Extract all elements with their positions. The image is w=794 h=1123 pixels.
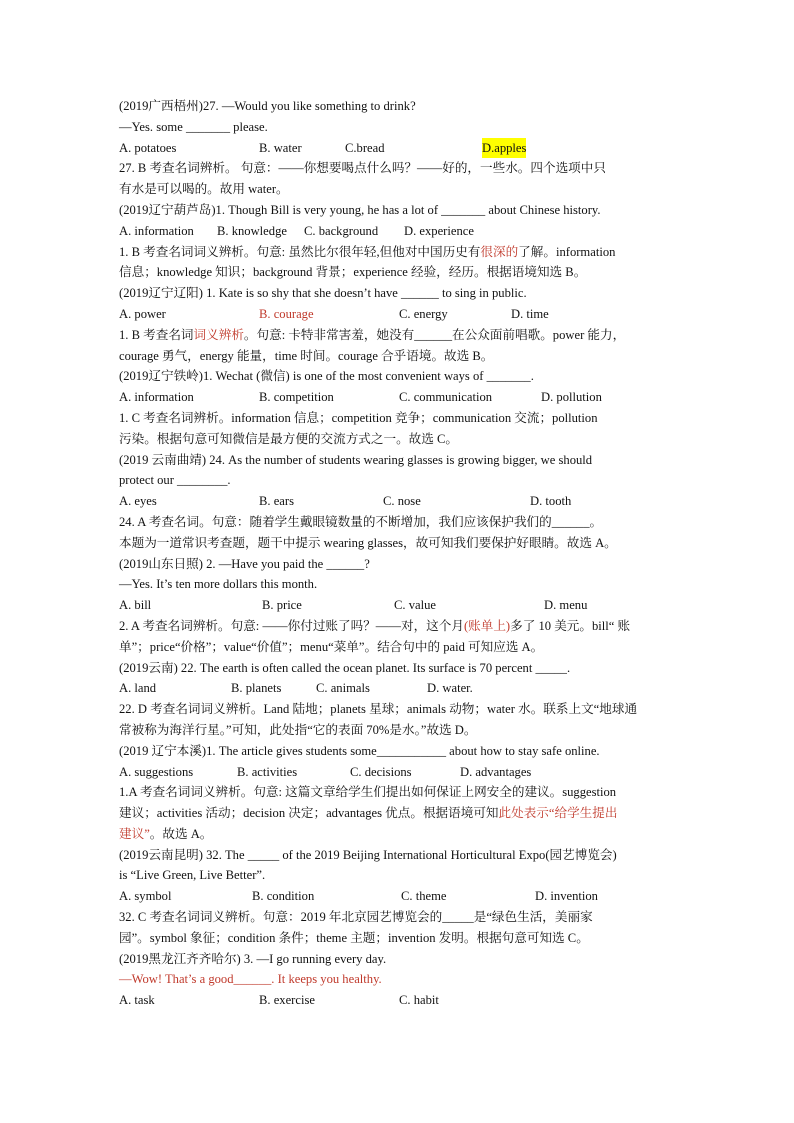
answer-explanation: 1.A 考查名词词义辨析。句意: 这篇文章给学生们提出如何保证上网安全的建议。suggestion [119,785,617,800]
option-b: B. competition [259,390,334,405]
option-a: A. information [119,223,194,238]
options-row [119,678,679,699]
option-c: C. decisions [350,764,412,779]
option-d: D. advantages [460,764,532,779]
answer-text: 。句意: 卡特非常害羞，她没有______在公众面前唱歌。power 能力， [243,327,626,342]
answer-explanation [119,803,679,824]
options-row [119,221,679,242]
answer-highlight: 词义辨析 [193,327,244,342]
option-d: D. menu [544,598,588,613]
option-c: C. background [304,223,379,238]
answer-text: 。故选 A。 [149,826,213,841]
question-stem: (2019辽宁铁岭)1. Wechat (微信) is one of the most convenient ways of _______. [119,369,534,384]
answer-explanation: courage 勇气，energy 能量，time 时间。courage 合乎语境。故选 B。 [119,348,494,363]
question-reply: —Wow! That’s a good______. It keeps you healthy. [119,972,382,987]
option-a: A. symbol [119,889,172,904]
option-b: B. exercise [259,993,315,1008]
question-stem: (2019云南) 22. The earth is often called the ocean planet. Its surface is 70 percent _____. [119,660,571,675]
answer-explanation: 24. A 考查名词。句意：随着学生戴眼镜数量的不断增加，我们应该保护我们的______。 [119,514,603,529]
option-b: B. ears [259,494,294,509]
option-d: D. time [511,306,549,321]
document-page [119,96,679,1011]
answer-highlight: (账单上) [463,618,511,633]
option-d: D. pollution [541,390,602,405]
option-b: B. activities [237,764,298,779]
option-b: B. courage [259,306,314,321]
answer-text: 2. A 考查名词辨析。句意: ——你付过账了吗？——对，这个月 [119,618,464,633]
question-stem: (2019辽宁葫芦岛)1. Though Bill is very young, he has a lot of _______ about Chinese history. [119,202,601,217]
option-a: A. information [119,390,194,405]
option-a: A. power [119,306,166,321]
option-c: C. habit [399,993,439,1008]
question-stem: (2019云南昆明) 32. The _____ of the 2019 Beijing International Horticultural Expo(园艺博览会) [119,847,617,862]
answer-explanation [119,325,679,346]
answer-explanation [119,824,679,845]
option-a: A. suggestions [119,764,194,779]
option-b: B. condition [252,889,315,904]
answer-text: 了解。information [518,244,616,259]
options-row [119,387,679,408]
answer-explanation: 园”。symbol 象征；condition 条件；theme 主题；invention 发明。根据句意可知选 C。 [119,930,589,945]
question-reply: —Yes. some _______ please. [119,119,268,134]
options-row [119,762,679,783]
answer-text: 建议；activities 活动；decision 决定；advantages 优点。根据语境可知 [119,806,499,821]
option-c: C. communication [399,390,493,405]
option-d: D. water. [427,681,473,696]
question-stem: (2019 云南曲靖) 24. As the number of students wearing glasses is growing bigger, we should [119,452,593,467]
answer-explanation: 信息；knowledge 知识；background 背景；experience 经验，经历。根据语境知选 B。 [119,265,587,280]
option-c: C. energy [399,306,448,321]
options-row [119,138,679,159]
question-stem-continued: is “Live Green, Live Better”. [119,868,266,883]
option-c: C. value [394,598,436,613]
option-b: B. price [262,598,302,613]
answer-highlight: 此处表示“给学生提出 [498,806,618,821]
question-stem-continued: protect our ________. [119,473,231,488]
options-row [119,304,679,325]
question-stem: (2019辽宁辽阳) 1. Kate is so shy that she doesn’t have ______ to sing in public. [119,286,527,301]
question-stem: (2019广西梧州)27. —Would you like something to drink? [119,99,416,113]
answer-explanation: 1. C 考查名词辨析。information 信息；competition 竞争；communication 交流；pollution [119,410,598,425]
option-c: C. nose [383,494,421,509]
answer-explanation: 27. B 考查名词辨析。 句意：——你想要喝点什么吗？——好的，一些水。四个选项中只 [119,161,606,176]
option-d-highlighted: D.apples [482,138,526,159]
option-a: A. bill [119,598,152,613]
option-c: C.bread [345,140,385,155]
answer-explanation: 22. D 考查名词词义辨析。Land 陆地；planets 星球；animals 动物；water 水。联系上文“地球通 [119,702,638,717]
answer-explanation: 单”；price“价格”；value“价值”；menu“菜单”。结合句中的 paid 可知应选 A。 [119,639,544,654]
options-row [119,990,679,1011]
answer-explanation: 32. C 考查名词词义辨析。句意：2019 年北京园艺博览会的_____是“绿色生活，美丽家 [119,910,593,925]
option-a: A. eyes [119,494,157,509]
question-reply: —Yes. It’s ten more dollars this month. [119,577,318,592]
answer-highlight: 很深的 [480,244,519,259]
options-row [119,491,679,512]
option-b: B. planets [231,681,282,696]
answer-explanation [119,242,679,263]
option-d: D. tooth [530,494,572,509]
answer-explanation [119,616,679,637]
option-c: C. animals [316,681,370,696]
option-a: A. land [119,681,157,696]
option-d: D. experience [404,223,474,238]
option-d: D. invention [535,889,598,904]
option-b: B. water [259,140,302,155]
answer-text: 1. B 考查名词词义辨析。句意: 虽然比尔很年轻,但他对中国历史有 [119,244,481,259]
question-stem: (2019山东日照) 2. —Have you paid the ______? [119,556,370,571]
answer-highlight: 建议” [119,826,150,841]
option-a: A. potatoes [119,140,177,155]
answer-explanation: 污染。根据句意可知微信是最方便的交流方式之一。故选 C。 [119,431,458,446]
answer-explanation: 常被称为海洋行星。”可知，此处指“它的表面 70%是水。”故选 D。 [119,722,477,737]
question-stem: (2019黑龙江齐齐哈尔) 3. —I go running every day. [119,951,387,966]
options-row [119,595,679,616]
answer-text: 多了 10 美元。bill“ 账 [510,618,631,633]
answer-text: 1. B 考查名词 [119,327,194,342]
options-row [119,886,679,907]
option-a: A. task [119,993,155,1008]
option-c: C. theme [401,889,447,904]
option-b: B. knowledge [217,223,287,238]
answer-explanation: 本题为一道常识考查题，题干中提示 wearing glasses，故可知我们要保护好眼睛。故选 A。 [119,535,617,550]
answer-explanation: 有水是可以喝的。故用 water。 [119,182,289,197]
question-stem: (2019 辽宁本溪)1. The article gives students some___________ about how to stay safe online. [119,743,600,758]
